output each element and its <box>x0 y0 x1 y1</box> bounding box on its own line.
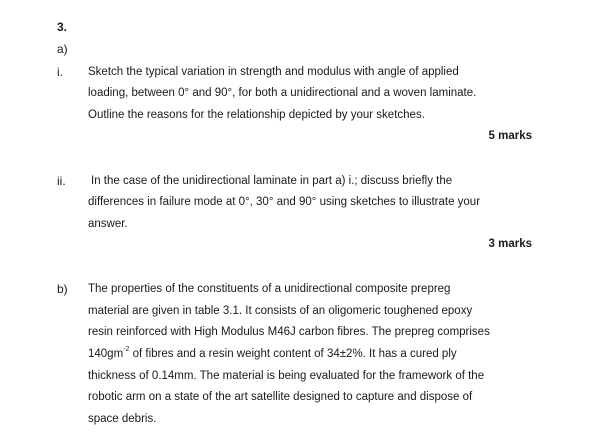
part-a-i-marks: 5 marks <box>488 130 532 142</box>
part-a-i-line-3: Outline the reasons for the relationship depicted by your sketches. <box>88 109 425 121</box>
part-b-line-4-pre: 140gm <box>88 348 124 360</box>
superscript-exponent: -2 <box>123 346 130 354</box>
part-b-line-3: resin reinforced with High Modulus M46J carbon fibres. The prepreg comprises <box>88 326 490 338</box>
part-a-i-line-1: Sketch the typical variation in strength and modulus with angle of applied <box>88 66 459 78</box>
part-b-line-2: material are given in table 3.1. It consists of an oligomeric toughened epoxy <box>88 305 473 317</box>
part-a-ii-marks: 3 marks <box>488 238 532 250</box>
part-a-ii-line-3: answer. <box>88 218 128 230</box>
part-a-ii-label: ii. <box>57 174 66 188</box>
part-b-label: b) <box>57 282 68 296</box>
question-number: 3. <box>57 20 68 34</box>
part-a-i-line-2: loading, between 0° and 90°, for both a unidirectional and a woven laminate. <box>88 87 477 99</box>
part-b-line-4-post: of fibres and a resin weight content of 34±2%. It has a cured ply <box>129 348 457 360</box>
part-a-ii-line-1: In the case of the unidirectional laminate in part a) i.; discuss briefly the <box>91 175 453 187</box>
part-b-line-5: thickness of 0.14mm. The material is being evaluated for the framework of the <box>88 370 485 382</box>
part-a-label: a) <box>57 42 68 56</box>
part-a-i-label: i. <box>57 65 63 79</box>
part-a-ii-line-2: differences in failure mode at 0°, 30° and 90° using sketches to illustrate your <box>88 196 481 208</box>
part-b-line-1: The properties of the constituents of a unidirectional composite prepreg <box>88 283 451 295</box>
part-b-line-7: space debris. <box>88 413 157 425</box>
part-b-line-6: robotic arm on a state of the art satellite designed to capture and dispose of <box>88 391 473 403</box>
part-b-line-4 <box>88 347 457 361</box>
